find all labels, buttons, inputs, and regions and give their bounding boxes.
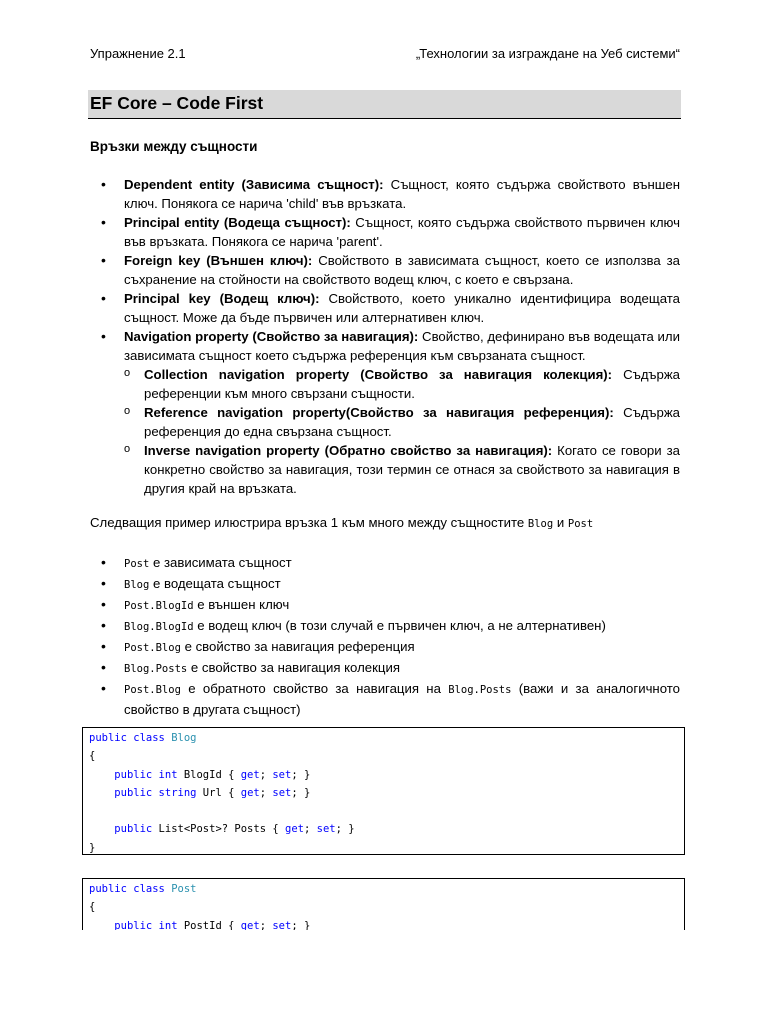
- fact-code: Blog.BlogId: [124, 621, 194, 633]
- definition-text: Свойството, което уникално идентифицира водещата същност. Може да бъде първичен или алтернативен ключ.: [124, 291, 680, 325]
- code-text: ; }: [291, 786, 311, 799]
- fact-text: е свойство за навигация колекция: [187, 660, 400, 675]
- code-indent: [89, 920, 114, 930]
- code-block-blog: [82, 727, 685, 855]
- sub-definition-term: Inverse navigation property (Обратно свойство за навигация):: [144, 443, 553, 458]
- fact-item: [90, 616, 680, 637]
- code-keyword: set: [316, 823, 336, 836]
- code-text: ;: [303, 823, 317, 836]
- fact-text-secondary: (важи и за аналогичното свойство в другата същност): [124, 681, 680, 717]
- code-text: ;: [259, 786, 273, 799]
- sub-definitions-list: [124, 365, 680, 498]
- sub-definition-text: Съдържа референция до една свързана същност.: [144, 405, 680, 439]
- code-keyword: public class: [89, 883, 172, 895]
- code-text: ;: [259, 919, 273, 930]
- fact-item: [90, 574, 680, 595]
- code-keyword: get: [240, 768, 260, 781]
- fact-code: Blog: [124, 579, 150, 591]
- definition-text: Свойство, дефинирано във водещата или зависимата същност което съдържа референция към свързаната същност.: [124, 329, 680, 363]
- definition-item: [90, 289, 680, 327]
- fact-item: [90, 595, 680, 616]
- definition-item: [90, 213, 680, 251]
- code-block-post: [82, 878, 685, 930]
- fact-item: [90, 679, 680, 719]
- facts-list: [90, 553, 680, 719]
- fact-code: Blog.Posts: [124, 663, 188, 675]
- definition-text: Същност, която съдържа свойството първичен ключ във връзката. Понякога се нарича 'parent'.: [124, 215, 681, 249]
- code-indent: [89, 769, 114, 781]
- fact-text: е обратното свойство за навигация на: [180, 681, 449, 696]
- sub-definition-item: [124, 365, 680, 403]
- fact-item: [90, 553, 680, 574]
- intro-code-post: Post: [567, 518, 594, 530]
- fact-code-secondary: Blog.Posts: [448, 684, 512, 696]
- sub-definition-term: Collection navigation property (Свойство за навигация колекция):: [144, 367, 613, 382]
- definitions-list: [90, 175, 680, 498]
- code-keyword: public string: [114, 786, 197, 799]
- definition-text: Същност, която съдържа свойството външен ключ. Понякога се нарича 'child' във връзката.: [124, 177, 680, 211]
- fact-text: е зависимата същност: [149, 555, 292, 570]
- fact-code: Post.BlogId: [124, 600, 194, 612]
- code-text: ;: [259, 768, 273, 781]
- sub-definition-term: Reference navigation property(Свойство за навигация референция):: [144, 405, 614, 420]
- code-line: }: [89, 841, 96, 854]
- code-text: BlogId {: [177, 768, 241, 781]
- fact-text: е свойство за навигация референция: [180, 639, 415, 654]
- code-line: [89, 787, 684, 805]
- sub-definition-text: Когато се говори за конкретно свойство за навигация, този термин се отнася за свойството за навигация в другия край на връзката.: [144, 443, 680, 496]
- code-text: List<Post>? Posts {: [152, 823, 285, 836]
- code-indent: [89, 787, 114, 799]
- code-text: Url {: [196, 786, 241, 799]
- definition-item: [90, 327, 680, 498]
- fact-item: [90, 658, 680, 679]
- definition-term: Navigation property (Свойство за навигация):: [124, 329, 419, 344]
- sub-definition-item: [124, 403, 680, 441]
- sub-definition-text: Съдържа референции към много свързани същности.: [144, 367, 680, 401]
- fact-item: [90, 637, 680, 658]
- example-intro: [90, 515, 680, 530]
- definition-term: Principal entity (Водеща същност):: [124, 215, 351, 230]
- code-keyword: public int: [114, 919, 178, 930]
- document-title-bar: [88, 90, 681, 119]
- code-keyword: get: [285, 823, 304, 836]
- header-exercise-label: Упражнение 2.1: [90, 46, 186, 61]
- fact-text: е водещата същност: [149, 576, 281, 591]
- code-keyword: set: [272, 919, 292, 930]
- fact-code: Post.Blog: [124, 684, 181, 696]
- fact-code: Post: [124, 558, 150, 570]
- definition-term: Foreign key (Външен ключ):: [124, 253, 313, 268]
- code-keyword: set: [272, 768, 292, 781]
- code-line: [89, 883, 684, 901]
- section-heading: Връзки между същности: [90, 139, 258, 154]
- code-keyword: public int: [114, 768, 178, 781]
- code-type: Blog: [171, 732, 197, 744]
- code-text: ; }: [291, 768, 311, 781]
- document-title: EF Core – Code First: [90, 93, 264, 113]
- code-line-blank: [89, 805, 684, 823]
- code-line: [89, 920, 684, 930]
- page-header: [90, 46, 680, 66]
- sub-definition-item: [124, 441, 680, 498]
- code-keyword: public class: [89, 732, 172, 744]
- definition-text: Свойството в зависимата същност, което се използва за съхранение на стойности на свойството водещ ключ, с което е свързана.: [124, 253, 680, 287]
- definition-term: Principal key (Водещ ключ):: [124, 291, 320, 306]
- definition-item: [90, 175, 680, 213]
- header-course-title: „Технологии за изграждане на Уеб системи“: [415, 46, 680, 61]
- code-line: [89, 769, 684, 787]
- fact-code: Post.Blog: [124, 642, 181, 654]
- code-keyword: public: [114, 823, 153, 836]
- code-keyword: get: [240, 919, 260, 930]
- intro-text: Следващия пример илюстрира връзка 1 към много между същностите: [90, 515, 528, 530]
- code-keyword: set: [272, 786, 292, 799]
- code-keyword: get: [240, 786, 260, 799]
- code-line: {: [89, 750, 96, 763]
- definition-item: [90, 251, 680, 289]
- fact-text: е външен ключ: [193, 597, 290, 612]
- code-line: [89, 732, 684, 750]
- code-text: ; }: [291, 919, 311, 930]
- definition-term: Dependent entity (Зависима същност):: [124, 177, 384, 192]
- code-line: [89, 823, 684, 841]
- intro-code-blog: Blog: [527, 518, 554, 530]
- code-indent: [89, 823, 114, 835]
- fact-text: е водещ ключ (в този случай е първичен ключ, а не алтернативен): [193, 618, 606, 633]
- code-type: Post: [171, 883, 197, 895]
- code-text: PostId {: [177, 919, 241, 930]
- code-line: {: [89, 901, 96, 914]
- code-text: ; }: [335, 823, 355, 836]
- intro-and: и: [553, 515, 568, 530]
